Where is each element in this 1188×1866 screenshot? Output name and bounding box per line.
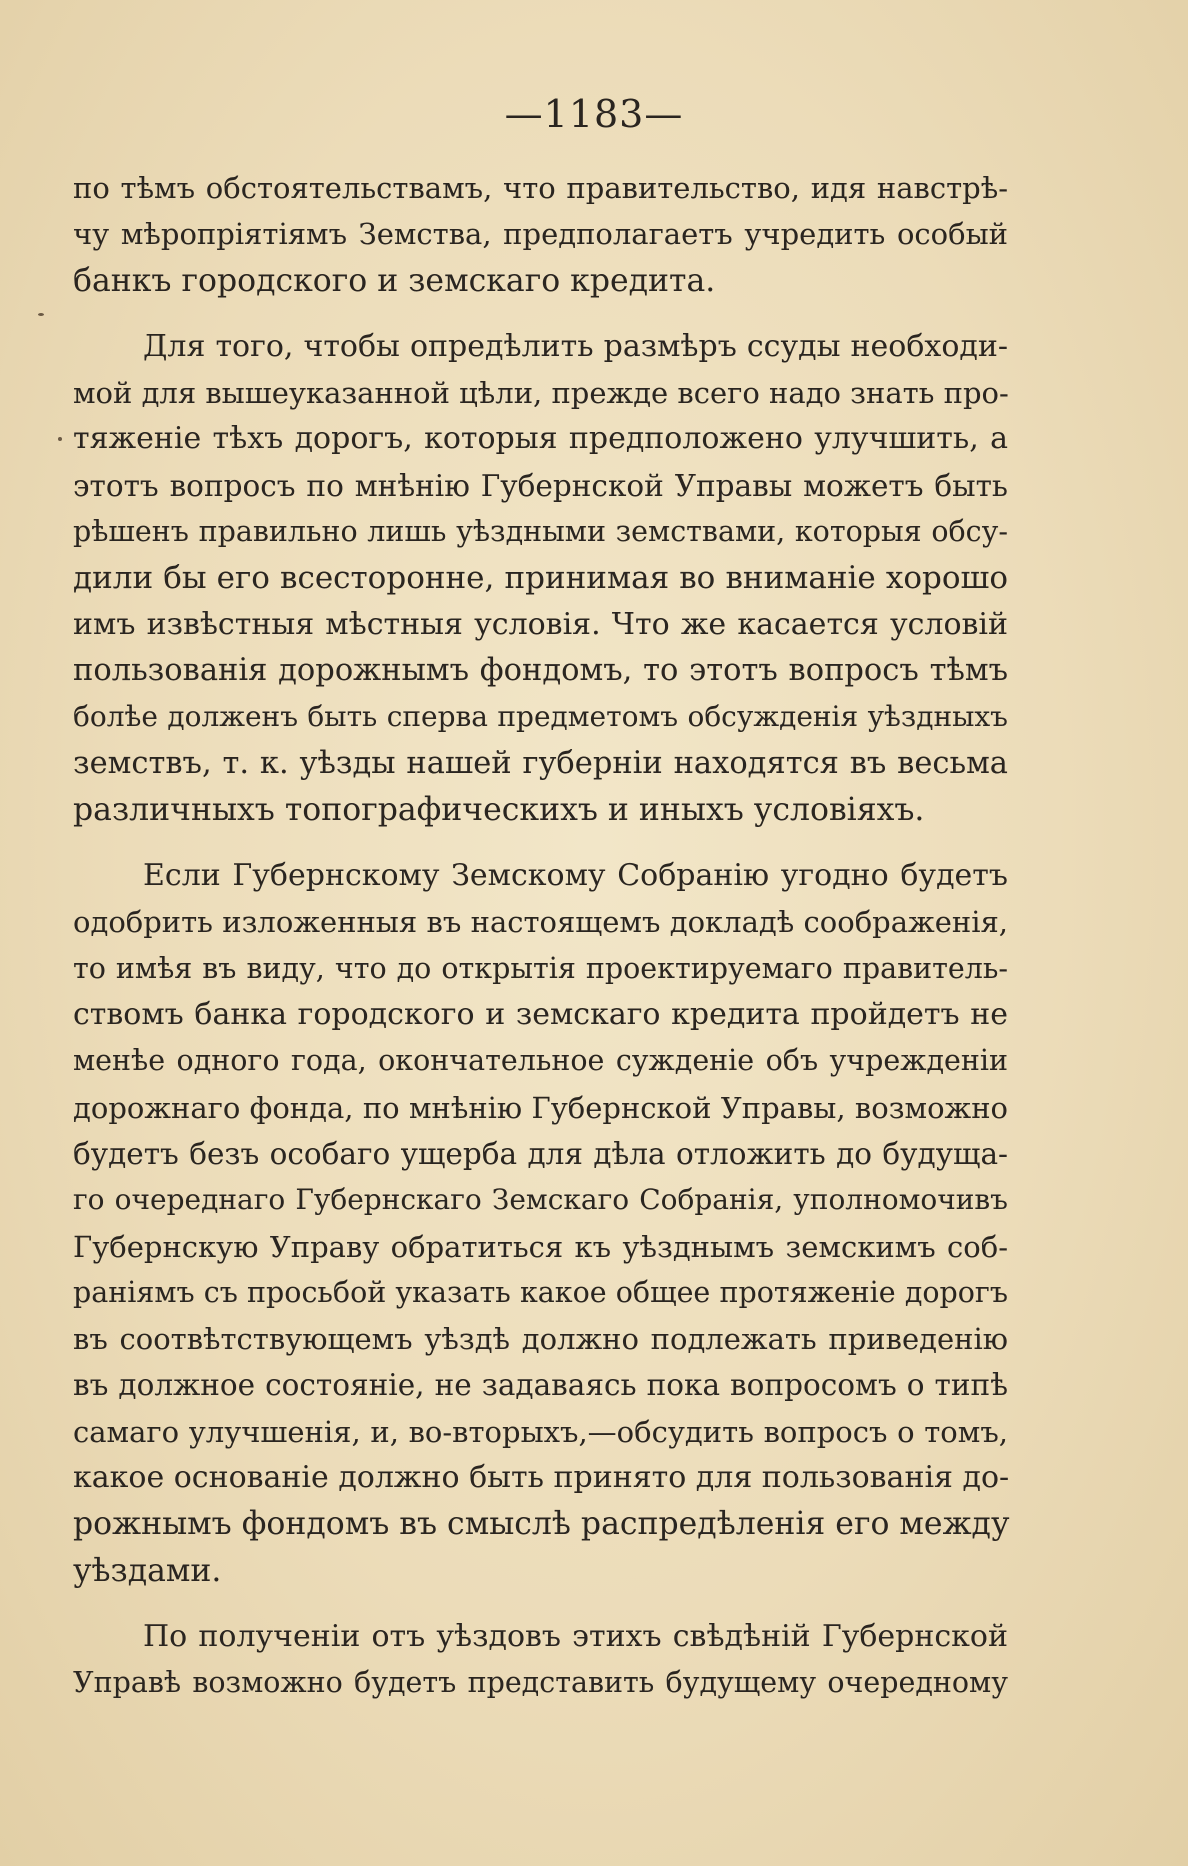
text-line: уѣздами. <box>73 1552 222 1589</box>
text-line: по тѣмъ обстоятельствамъ, что правительство, идя навстрѣ- <box>73 171 1008 205</box>
page-number: —1183— <box>504 92 684 136</box>
body-text <box>73 165 1008 1707</box>
text-line: Губернскую Управу обратиться къ уѣзднымъ земскимъ соб- <box>73 1229 1008 1264</box>
print-speck <box>58 437 62 441</box>
text-line: рѣшенъ правильно лишь уѣздными земствами, которыя обсу- <box>73 515 1008 549</box>
text-line: Если Губернскому Земскому Собранію угодно будетъ <box>143 858 1008 894</box>
text-line: имъ извѣстныя мѣстныя условія. Что же касается условій <box>73 606 1008 642</box>
text-line: то имѣя въ виду, что до открытія проектируемаго правитель- <box>73 951 1008 985</box>
text-line: мой для вышеуказанной цѣли, прежде всего надо знать про- <box>73 376 1009 411</box>
text-line: въ должное состояніе, не задаваясь пока вопросомъ о типѣ <box>73 1368 1008 1403</box>
paragraph <box>73 853 1008 1594</box>
text-line: какое основаніе должно быть принято для пользованія до- <box>73 1460 1010 1496</box>
text-line: самаго улучшенія, и, во-вторыхъ,—обсудить вопросъ о томъ, <box>73 1414 1008 1449</box>
paragraph <box>73 165 1008 304</box>
text-line: одобрить изложенныя въ настоящемъ докладѣ соображенія, <box>73 905 1008 940</box>
text-line: банкъ городского и земскаго кредита. <box>73 262 716 299</box>
text-line: Для того, чтобы опредѣлить размѣръ ссуды необходи- <box>143 328 1008 364</box>
text-line: болѣе долженъ быть сперва предметомъ обсужденія уѣздныхъ <box>73 700 1008 734</box>
text-line: ствомъ банка городского и земскаго кредита пройдетъ не <box>73 997 1008 1033</box>
paragraph <box>73 1614 1008 1707</box>
text-line: чу мѣропріятіямъ Земства, предполагаетъ учредить особый <box>73 217 1008 252</box>
text-line: будетъ безъ особаго ущерба для дѣла отложить до будуща- <box>73 1136 1008 1171</box>
text-line: этотъ вопросъ по мнѣнію Губернской Управы можетъ быть <box>73 468 1008 503</box>
text-line: Управѣ возможно будетъ представить будущему очередному <box>73 1666 1008 1700</box>
text-line: дорожнаго фонда, по мнѣнію Губернской Управы, возможно <box>73 1090 1008 1125</box>
text-line: раніямъ съ просьбой указать какое общее протяженіе дорогъ <box>73 1275 1008 1309</box>
text-line: различныхъ топографическихъ и иныхъ условіяхъ. <box>73 791 925 828</box>
text-line: земствъ, т. к. уѣзды нашей губерніи находятся въ весьма <box>73 745 1008 781</box>
text-line: По полученіи отъ уѣздовъ этихъ свѣдѣній Губернской <box>143 1618 1008 1654</box>
text-line: рожнымъ фондомъ въ смыслѣ распредѣленія его между <box>73 1506 1010 1543</box>
text-line: менѣе одного года, окончательное сужденіе объ учрежденіи <box>73 1044 1008 1078</box>
paragraph <box>73 324 1008 833</box>
text-line: въ соотвѣтствующемъ уѣздѣ должно подлежать приведенію <box>73 1322 1008 1357</box>
print-speck <box>38 313 44 316</box>
text-line: пользованія дорожнымъ фондомъ, то этотъ вопросъ тѣмъ <box>73 652 1008 688</box>
text-line: го очереднаго Губернскаго Земскаго Собранія, уполномочивъ <box>73 1183 1008 1217</box>
text-line: тяженіе тѣхъ дорогъ, которыя предположено улучшить, а <box>73 421 1008 457</box>
text-line: дили бы его всесторонне, принимая во вниманіе хорошо <box>73 560 1008 597</box>
